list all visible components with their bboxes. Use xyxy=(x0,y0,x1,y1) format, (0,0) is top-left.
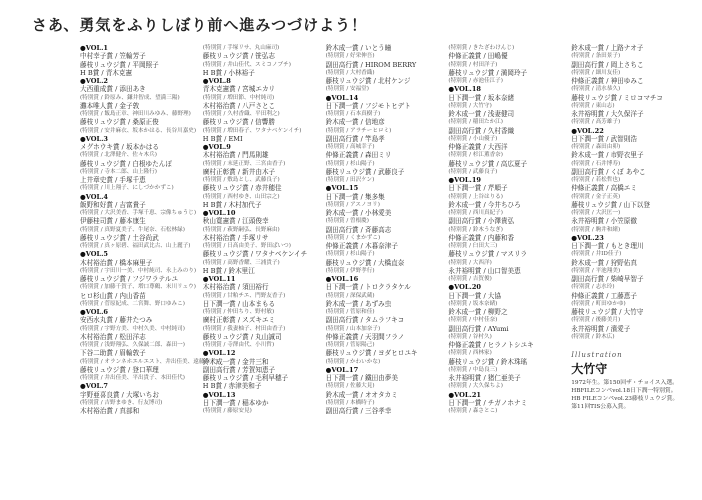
illustrator-bio-line: 1972年生。第150回ザ・チョイス入選。 xyxy=(571,380,678,386)
special-award-line: (特別賞 / アスノヨリ) xyxy=(325,201,380,208)
special-award-line: (特別賞 / 後藤美月) xyxy=(571,317,621,324)
volume-heading: ●VOL.16 xyxy=(325,275,359,283)
volume-heading: ●VOL.19 xyxy=(448,176,481,184)
special-award-line: (特別賞 / 田沢ケン) xyxy=(325,177,375,183)
volume-heading: ●VOL.5 xyxy=(80,250,109,259)
award-line: 鈴木成一賞 / 柳野之 xyxy=(448,308,508,316)
special-award-line: (特別賞 / 甘粕チエ、門野友香子) xyxy=(202,292,286,299)
special-award-line: (特別賞 / 菅原紀成、二宮舞、野口ゆみこ) xyxy=(80,300,185,307)
award-line: 上井章史賞 / 手塚千恵 xyxy=(80,176,146,184)
special-award-line: (特別賞 / 高芳雄子) xyxy=(571,119,621,126)
special-award-line: (特別賞 / 萩野嗣弘、長野麻由) xyxy=(202,226,280,233)
special-award-line: (特別賞 / 菅原陽己) xyxy=(325,342,375,348)
award-line: 藤枝リュウジ賞 / 大橋直奈 xyxy=(325,258,405,267)
special-award-line: (特別賞 / 東山志) xyxy=(571,102,615,109)
award-line: 日下潤一賞 / 鐵田由夢美 xyxy=(325,374,398,382)
award-line: 藤枝リュウジ賞 / 丸山誠司 xyxy=(202,332,282,341)
award-line: 伊藤桂司賞 / 藤本康生 xyxy=(80,217,146,226)
volume-heading: ●VOL.10 xyxy=(202,209,236,217)
special-award-line: (特別賞 / 伊野孝行) xyxy=(325,267,375,274)
special-award-line: (特別賞 / 大竹守) xyxy=(448,102,492,109)
special-award-line: (特別賞 / 日高由美子、野田ぱいつ) xyxy=(202,243,291,249)
illustrator-credit xyxy=(571,351,690,411)
special-award-line: (特別賞 / 真野夏美子、牛尾奈、石松林緑) xyxy=(80,226,185,233)
award-line: H B賞 / 木村加代子 xyxy=(202,200,262,209)
award-line: 藤枝リュウジ賞 / 山下以登 xyxy=(571,200,650,209)
special-award-line: (特別賞 / 西村ゆき、山田宗之) xyxy=(202,193,280,200)
award-line: 鈴木成一賞 / 信地彦 xyxy=(325,118,385,127)
award-line: 鈴木成一賞 / あずみ虫 xyxy=(325,299,392,308)
award-line: 副田高行賞 / 久村香織 xyxy=(448,126,515,135)
special-award-line: (特別賞 / 曽根慶) xyxy=(325,218,369,225)
award-line: 副田高行賞 / 竿島孝 xyxy=(325,134,385,143)
volume-heading: ●VOL.12 xyxy=(202,349,236,358)
special-award-line: (特別賞 / 安井麻衣、坂本かはる、長谷川嘉史) xyxy=(80,127,197,134)
award-line: 永井裕明賞 / 濱愛子 xyxy=(571,324,631,333)
special-award-line: (特別賞 / 本橋時子) xyxy=(325,399,375,406)
award-line: 藤枝リュウジ賞 / 大竹守 xyxy=(571,308,644,316)
award-line: 藤枝リュウジ賞 / 白根ゆたんぽ xyxy=(80,159,172,168)
special-award-line: (特別賞 / 稲田たか江) xyxy=(448,119,503,126)
special-award-line: (特別賞 / 安福堂) xyxy=(325,86,369,93)
award-line: 木村裕治賞 / 八戸さとこ xyxy=(202,101,276,110)
special-award-line: (特別賞 / 吉賀俊) xyxy=(448,276,492,282)
award-line: 永井裕明賞 / 大久保洋子 xyxy=(571,110,644,118)
special-award-line: (特別賞 / 西川真紀子) xyxy=(448,210,503,216)
award-line: 副田高行賞 / 岡上さちこ xyxy=(571,60,644,69)
special-award-line: (特別賞 / 森田由卯) xyxy=(571,144,621,150)
special-award-line: (特別賞 / 宇野方美、中村久美、中村純司) xyxy=(80,325,185,332)
volume-heading: ●VOL.7 xyxy=(80,382,109,391)
special-award-line: (特別賞 / 敷島とし、武藤良子) xyxy=(202,177,280,183)
special-award-line: (特別賞 / 大沢美香、手塚千恵、宗像ちゅうじ) xyxy=(80,210,197,216)
special-award-line: (特別賞 / 中村佳奈) xyxy=(448,317,498,324)
award-line: 安西水丸賞 / 藤井たつみ xyxy=(80,316,153,325)
volume-heading: ●VOL.18 xyxy=(448,85,481,94)
special-award-line: (特別賞 / 寺澤由代、小川哲) xyxy=(202,342,275,348)
award-line: 藤枝リュウジ賞 / マスリラ xyxy=(448,250,528,259)
award-line: 藤枝リュウジ賞 / 武藤良子 xyxy=(325,167,405,176)
award-line: 藤枝リュウジ賞 / 高広夏子 xyxy=(448,159,528,168)
special-award-line: (特別賞 / 臼田大三) xyxy=(448,243,498,249)
award-line: 鈴木成一賞 / 浅妻健司 xyxy=(448,110,515,118)
award-line: 木村裕治賞 / 真部和 xyxy=(80,407,140,415)
special-award-line: (特別賞 / 宇田川一美、中村純司、永上みのり) xyxy=(80,267,197,274)
award-line: 副田高行賞 / 芳賀知恵子 xyxy=(202,365,276,374)
special-award-line: (特別賞 / 大村香織) xyxy=(325,69,375,76)
special-award-line: (特別賞 / 吉野まゆき、行友博司) xyxy=(80,399,163,406)
award-line: 木村裕治賞 / 須田裕行 xyxy=(202,283,269,292)
special-award-line: (特別賞 / 加藤千賀子、増口尊鶴、末川リュウ) xyxy=(80,284,196,291)
special-award-line: (特別賞 / 志水玲) xyxy=(571,284,615,291)
special-award-line: (特別賞 / 西林家) xyxy=(448,350,492,357)
award-line: H B賞 / 小林裕子 xyxy=(202,68,255,77)
award-line: 永井裕明賞 / 山口智美恵 xyxy=(448,266,521,275)
special-award-line: (特別賞 / 高城幸子) xyxy=(325,144,375,150)
award-line: メグホウキ賞 / 坂本かはる xyxy=(80,143,159,151)
award-line: 廣村正彰賞 / 新井由木子 xyxy=(202,167,276,176)
award-line: 日下潤一賞 / 武智則浩 xyxy=(571,134,637,143)
award-line: 鈴木成一賞 / 上路ナオ子 xyxy=(571,44,644,52)
volume-heading: ●VOL.21 xyxy=(448,390,481,399)
award-line: 永井裕明賞 / 小笠原徹 xyxy=(571,217,637,226)
award-line: H B賞 / 鈴木里江 xyxy=(202,266,255,275)
award-line: 日下潤一賞 / 山本まもる xyxy=(202,299,276,308)
award-line: 日下潤一賞 / フジモトヒデト xyxy=(325,101,411,110)
volume-heading: ●VOL.2 xyxy=(80,77,109,85)
award-line: 廣村正彰賞 / スズキエミ xyxy=(202,316,276,325)
award-line: 鈴木成一賞 / 今井ちひろ xyxy=(448,200,521,209)
special-award-line: (特別賞 / 町田ゆかゆ) xyxy=(571,300,626,307)
special-award-line: (特別賞 / 真ヶ原碧、福田武比古、山上麗子) xyxy=(80,243,191,249)
special-award-line: (特別賞 / 中島良三) xyxy=(448,366,498,373)
award-line: 日下潤一賞 / 大協 xyxy=(448,291,501,300)
special-award-line: (特別賞 / 石井博寿) xyxy=(571,160,621,167)
special-award-line: (特別賞 / 杉山陽子) xyxy=(325,160,375,167)
illustration-caption: Illustration xyxy=(571,351,623,359)
award-line: 日下潤一賞 / チガノホナミ xyxy=(448,398,528,407)
award-line: 藤枝リュウジ賞 / 笹弘志 xyxy=(202,52,275,61)
award-line: 永井裕明賞 / 猪仁亜美子 xyxy=(448,374,521,382)
special-award-line: (特別賞 / 川上翔子、にしづかかずこ) xyxy=(80,185,174,192)
award-line: 鈴木成一賞 / いとう瞳 xyxy=(325,44,392,52)
award-line: 藤枝リュウジ賞 / 登口華理 xyxy=(80,365,159,374)
special-award-line: (特別賞 / 大沢匡一) xyxy=(571,210,621,216)
volume-heading: ●VOL.8 xyxy=(202,77,231,85)
volume-heading: ●VOL.23 xyxy=(571,233,604,242)
award-line: 木村裕治賞 / 橋本麻里子 xyxy=(80,258,153,267)
special-award-line: (特別賞 / 深保武蔵) xyxy=(325,292,375,299)
award-line: 鈴木成一賞 / 狩野佑真 xyxy=(571,258,637,267)
award-line: 日下潤一賞 / 芹順子 xyxy=(448,184,508,193)
award-line: 仲條正義賞 / ヒラノトシユキ xyxy=(448,341,534,349)
column-5 xyxy=(571,44,694,496)
special-award-line: (特別賞 / 駒井和緒) xyxy=(571,226,621,233)
award-line: 仲條正義賞 / 大西洋 xyxy=(448,143,508,151)
volume-heading: ●VOL.15 xyxy=(325,184,359,193)
special-award-line: (特別賞 / 小山優子) xyxy=(448,135,498,142)
award-line: H B賞 / 青木克憲 xyxy=(80,68,133,77)
special-award-line: (特別賞 / 大久保ちよ) xyxy=(448,383,503,390)
special-award-line: (特別賞 / 平池翔美) xyxy=(571,267,621,274)
special-award-line: (特別賞 / 森さとこ) xyxy=(448,408,498,414)
special-award-line: (特別賞 / かわいかな) xyxy=(325,358,381,365)
award-line: 鈴木成一賞 / オオタカミ xyxy=(325,390,398,399)
special-award-line: (特別賞 / 菅原和佳) xyxy=(325,309,375,315)
award-line: 仲條正義賞 / 森田ミリ xyxy=(325,151,392,160)
award-line: 藤枝リュウジ賞 / 赤井穂佳 xyxy=(202,184,282,193)
winners-list xyxy=(80,44,694,496)
special-award-line: (特別賞 / 鈴原み、鎌井智成、望満三陽) xyxy=(80,94,180,101)
award-line: ヒロ杉山賞 / 内山香苗 xyxy=(80,291,146,300)
special-award-line: (特別賞 / 坂本奈緒) xyxy=(448,300,498,307)
special-award-line: (特別賞 / きたざわけんじ) xyxy=(448,45,515,51)
award-line: 藤枝リュウジ賞 / 北村ケンジ xyxy=(325,77,411,85)
award-line: 仲條正義賞 / 内藤和香 xyxy=(448,233,515,242)
award-line: 藤枝リュウジ賞 / 鈴木珠瑤 xyxy=(448,357,528,366)
illustrator-bio-line: HB FILEコンペvol.23藤枝リュウジ賞。 xyxy=(571,396,679,402)
special-award-line: (特別賞 / 藤原安見) xyxy=(202,408,252,414)
special-award-line: (特別賞 / 浅野翔弘、久保誠二郎、森田一) xyxy=(80,342,185,348)
column-2 xyxy=(203,44,326,496)
special-award-line: (特別賞 / 末延正野、三宮由香子) xyxy=(202,160,286,167)
award-line: 日下潤一賞 / トロクラタケル xyxy=(325,283,411,292)
special-award-line: (特別賞 / 武藤良子) xyxy=(448,168,498,175)
award-line: 副田高行賞 / 斉藤高志 xyxy=(325,225,392,234)
illustrator-bio-line: 第11回TIS公募入賞。 xyxy=(571,404,630,410)
award-line: 木村裕治賞 / 門馬則雄 xyxy=(202,151,269,160)
award-line: 藤枝リュウジ賞 / フジワラテルユ xyxy=(80,275,178,283)
special-award-line: (特別賞 / 手塚リサ、丸山麻司) xyxy=(202,45,280,51)
award-line: 副田高行賞 / AYumi xyxy=(448,324,509,333)
volume-heading: ●VOL.3 xyxy=(80,134,109,143)
award-line: 宇野亜喜良賞 / 大塚いちお xyxy=(80,390,159,399)
award-line: 日下潤一賞 / 集多集 xyxy=(325,192,385,201)
award-line: 仲條正義賞 / 高橋エミ xyxy=(571,184,637,193)
special-award-line: (特別賞 / 赤池佳江子) xyxy=(448,78,503,84)
award-line: 灘本唯人賞 / 金子敦 xyxy=(80,101,140,110)
special-award-line: (特別賞 / 久村香織、平田利之) xyxy=(202,111,280,117)
award-line: 藤枝リュウジ賞 / 土谷尚武 xyxy=(80,233,159,242)
award-line: 中村幸子賞 / 笠輪芳子 xyxy=(80,52,146,61)
award-line: 日下潤一賞 / 坂本奈緒 xyxy=(448,93,515,102)
award-line: 鈴木成一賞 / 金井三和 xyxy=(202,357,269,366)
column-5-entries xyxy=(571,44,690,341)
special-award-line: (特別賞 / 井ID佳子) xyxy=(571,251,622,258)
special-award-line: (特別賞 / 北澤健介、佐々木兵) xyxy=(80,152,157,159)
special-award-line: (特別賞 / くまかずこ) xyxy=(325,234,381,241)
volume-heading: ●VOL.17 xyxy=(325,365,359,374)
award-line: 副田高行賞 / 柴崎早智子 xyxy=(571,275,644,283)
award-line: 副田高行賞 / 三谷孝幸 xyxy=(325,407,392,415)
award-line: 藤枝リュウジ賞 / 桑原正俊 xyxy=(80,118,159,127)
special-award-line: (特別賞 / 上谷はりる) xyxy=(448,193,503,200)
award-line: 藤枝リュウジ賞 / 満岡玲子 xyxy=(448,68,528,77)
award-line: 大西重成賞 / 添田あき xyxy=(80,85,146,94)
illustrator-name: 大竹守 xyxy=(571,362,608,376)
award-line: 副田高行賞 / HIROM BERRY xyxy=(325,60,417,69)
special-award-line: (特別賞 / オランネホエルエスト、井出佳美、遠藤恭子) xyxy=(80,358,218,365)
special-award-line: (特別賞 / 仲田ちり、野村敏) xyxy=(202,309,275,315)
volume-heading: ●VOL.4 xyxy=(80,192,109,201)
special-award-line: (特別賞 / 清水恭久) xyxy=(571,86,621,93)
special-award-line: (特別賞 / 金子正英) xyxy=(571,193,621,200)
award-line: 副田高行賞 / タムラフキコ xyxy=(325,316,405,325)
award-line: 副田高行賞 / くぼ あやこ xyxy=(571,167,646,176)
award-line: 鈴木成一賞 / 市野衣里子 xyxy=(571,151,644,160)
special-award-line: (特別賞 / 佐藤大見) xyxy=(325,383,375,390)
special-award-line: (特別賞 / 杉山陽子) xyxy=(325,251,375,258)
special-award-line: (特別賞 / 杉江薫香奈) xyxy=(448,152,503,159)
award-line: 仲條正義賞 / 工藤恵子 xyxy=(571,291,637,300)
award-line: H B賞 / EMI xyxy=(202,134,243,143)
column-3 xyxy=(326,44,449,496)
special-award-line: (特別賞 / 井出佳美、平出貴子、本田佳代) xyxy=(80,375,185,381)
award-line: 藤枝リュウジ賞 / ヨダヒロユキ xyxy=(325,349,418,358)
special-award-line: (特別賞 / 鈴木うなぎ) xyxy=(448,226,503,233)
award-line: 日下潤一賞 / 稲本ゆか xyxy=(202,398,269,407)
special-award-line: (特別賞 / 大西洋) xyxy=(448,259,492,266)
special-award-line: (特別賞 / アラチーヒロミ) xyxy=(325,127,392,134)
award-line: H B賞 / 赤津美和子 xyxy=(202,382,262,391)
special-award-line: (特別賞 / 増田節、中村純司) xyxy=(202,94,275,101)
volume-heading: ●VOL.13 xyxy=(202,390,236,399)
award-line: 青木克憲賞 / 宮城エカリ xyxy=(202,85,276,94)
award-line: 藤枝リュウジ賞 / 信響勝 xyxy=(202,118,275,127)
award-line: 仲條正義賞 / 天羽間フラノ xyxy=(325,332,405,341)
special-award-line: (特別賞 / 山本加奈子) xyxy=(325,325,381,332)
volume-heading: ●VOL.9 xyxy=(202,143,231,151)
award-line: 藤枝リュウジ賞 / 平岡照子 xyxy=(80,60,159,69)
volume-heading: ●VOL.11 xyxy=(202,275,236,283)
special-award-line: (特別賞 / 寺本二郎、山上隆行) xyxy=(80,168,157,175)
award-line: 下谷二助賞 / 眉輪敦子 xyxy=(80,349,146,358)
special-award-line: (特別賞 / 鈴木広) xyxy=(571,333,615,340)
special-award-line: (特別賞 / 高野香耀、三浦貴子) xyxy=(202,259,280,266)
special-award-line: (特別賞 / 井山佳代、スミコノブチ) xyxy=(202,61,291,68)
special-award-line: (特別賞 / 増田春子、ワタナベケンイチ) xyxy=(202,127,302,134)
special-award-line: (特別賞 / 石本真樹子) xyxy=(325,111,381,117)
special-award-line: (特別賞 / 条田景子) xyxy=(571,53,621,60)
column-4 xyxy=(448,44,571,496)
volume-heading: ●VOL.6 xyxy=(80,308,109,316)
award-line: 仲條正義賞 / 木暮奈津子 xyxy=(325,242,398,250)
award-line: 藤枝リュウジ賞 / ミロコマチコ xyxy=(571,93,663,102)
special-award-line: (特別賞 / 飯島正章、神田川みゆみ、藤野理) xyxy=(80,111,191,117)
page-title: さあ、勇気をふりしぼり前へ進みつづけよう！ xyxy=(32,16,368,34)
award-line: 藤枝リュウジ賞 / 毛利早穂子 xyxy=(202,374,289,382)
award-line: 仲條正義賞 / 神田ゆみこ xyxy=(571,77,644,85)
volume-heading: ●VOL.14 xyxy=(325,93,359,102)
special-award-line: (特別賞 / 細川友佳) xyxy=(571,69,621,76)
volume-heading: ●VOL.20 xyxy=(448,283,481,292)
volume-heading: ●VOL.22 xyxy=(571,126,604,135)
award-line: 仲條正義賞 / 田嶋優 xyxy=(448,52,508,61)
illustrator-bio-line: HBFILEコンペvol.18日下潤一特別賞。 xyxy=(571,388,677,394)
special-award-line: (特別賞 / 好栄伸吾) xyxy=(325,53,375,60)
award-line: 木村裕治賞 / 手塚リサ xyxy=(202,233,269,242)
volume-heading: ●VOL.1 xyxy=(80,44,109,52)
special-award-line: (特別賞 / 村田洋子) xyxy=(448,61,498,68)
award-line: 木村裕治賞 / 松田洋志 xyxy=(80,332,146,341)
award-line: 鈴木成一賞 / 小林愛美 xyxy=(325,209,392,217)
award-line: 日下潤一賞 / もとき理川 xyxy=(571,242,644,250)
award-line: 副田高行賞 / 小澤貴弘 xyxy=(448,217,515,226)
special-award-line: (特別賞 / 谷村久) xyxy=(448,333,492,340)
award-line: 秋山寛憲賞 / 江頭俊幸 xyxy=(202,217,269,226)
special-award-line: (特別賞 / 我妻柚子、村田由香子) xyxy=(202,325,286,332)
award-line: 藤枝リュウジ賞 / ワタナベケンイチ xyxy=(202,250,308,259)
award-line: 飯野和好賞 / 吉富貴子 xyxy=(80,200,146,209)
special-award-line: (特別賞 / 若松哲也) xyxy=(571,177,621,183)
